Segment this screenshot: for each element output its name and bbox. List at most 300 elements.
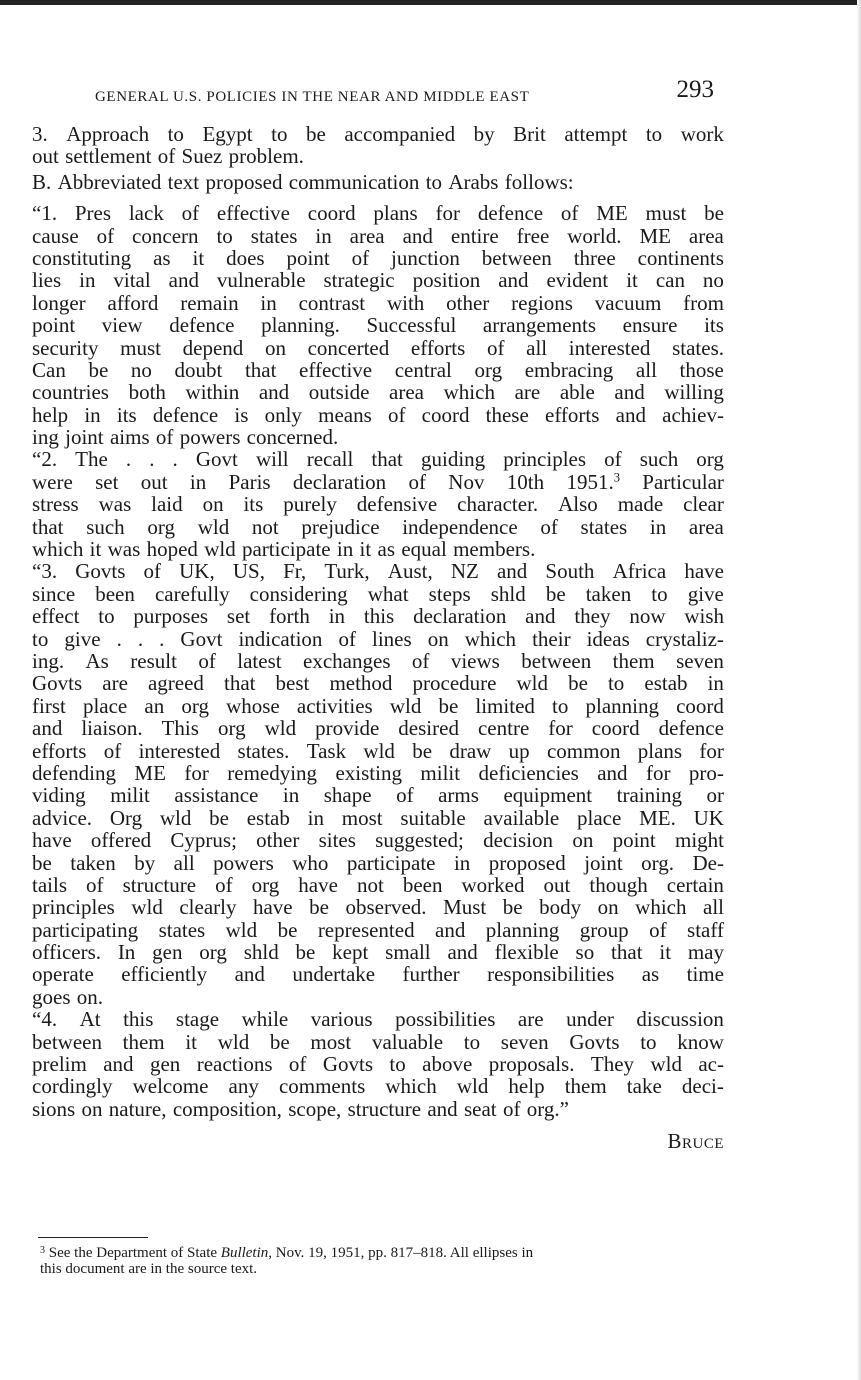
footnote xyxy=(40,1242,724,1278)
word: ME xyxy=(596,201,628,226)
text-line xyxy=(32,538,724,560)
word: views xyxy=(450,648,500,673)
word: within xyxy=(185,380,240,405)
word: training xyxy=(616,783,682,808)
word: agreed xyxy=(147,671,204,696)
signature-line xyxy=(32,1130,724,1152)
word: on xyxy=(264,335,286,360)
paragraph xyxy=(32,171,724,193)
word: 10th xyxy=(506,469,545,494)
word: that xyxy=(32,514,64,539)
word: its xyxy=(243,492,264,517)
word: Org xyxy=(109,805,143,830)
word: which xyxy=(635,895,687,920)
signature: Bruce xyxy=(667,1129,724,1154)
word: be xyxy=(412,738,433,763)
word: be xyxy=(568,671,588,696)
word: proposed xyxy=(488,850,566,875)
word: effective xyxy=(216,201,290,226)
page-edge-shadow xyxy=(857,0,861,1380)
word: strategic xyxy=(323,268,395,293)
word: in xyxy=(336,537,354,562)
word: point xyxy=(612,828,656,853)
word: wld xyxy=(456,1074,489,1099)
word: such xyxy=(639,447,679,472)
text-line xyxy=(32,1031,724,1053)
text-line xyxy=(32,650,724,672)
word: all xyxy=(635,357,657,382)
word: continents xyxy=(637,245,724,270)
word: org xyxy=(147,514,175,539)
word: undertake xyxy=(292,962,376,987)
word: in xyxy=(649,514,667,539)
word: are xyxy=(102,671,128,696)
word: structure xyxy=(347,1096,422,1121)
word: wld xyxy=(217,1029,250,1054)
word: of xyxy=(338,626,356,651)
word: place xyxy=(82,693,128,718)
word: activities xyxy=(296,693,373,718)
word: Govt xyxy=(195,447,238,472)
word: can xyxy=(655,268,685,293)
word: place xyxy=(577,805,622,830)
word: not xyxy=(356,872,384,897)
word: ME xyxy=(134,760,166,785)
word: viding xyxy=(32,783,86,808)
word: doubt xyxy=(174,357,223,382)
word: ME xyxy=(639,223,671,248)
word: Govt xyxy=(180,626,223,651)
word: all xyxy=(173,850,195,875)
word: cordingly xyxy=(32,1074,113,1099)
word: joint xyxy=(65,425,104,450)
word: be xyxy=(277,917,298,942)
word: what xyxy=(367,581,409,606)
word: them xyxy=(612,648,655,673)
word: up xyxy=(508,738,530,763)
word: able xyxy=(559,380,595,405)
word: to xyxy=(640,1029,657,1054)
text-line xyxy=(32,874,724,896)
word: aims xyxy=(109,425,150,450)
word: Turk, xyxy=(324,559,370,584)
word: of xyxy=(157,144,176,169)
word: body xyxy=(539,895,582,920)
word: gen xyxy=(152,940,183,965)
word: other xyxy=(256,828,300,853)
word: operate xyxy=(32,962,94,987)
word: concern xyxy=(132,223,199,248)
word: declaration xyxy=(413,604,507,629)
word: in xyxy=(79,268,96,293)
word: wld xyxy=(264,716,297,741)
word: Arabs xyxy=(448,169,499,194)
word: observed. xyxy=(345,895,427,920)
word: stage xyxy=(175,1007,220,1032)
word: its xyxy=(116,402,137,427)
word: Task xyxy=(306,738,347,763)
word: to xyxy=(552,693,569,718)
word: taken xyxy=(585,581,632,606)
word: reactions xyxy=(196,1052,273,1077)
word: not xyxy=(251,514,279,539)
word: them xyxy=(122,1029,165,1054)
word: steps xyxy=(428,581,471,606)
word: any xyxy=(228,1074,259,1099)
word: 3. xyxy=(32,122,48,146)
word: centre xyxy=(477,716,530,741)
text-line xyxy=(32,583,724,605)
word: between xyxy=(521,648,592,673)
text-line xyxy=(32,963,724,985)
word: vital xyxy=(113,268,151,293)
word: settlement xyxy=(65,144,152,169)
text-line xyxy=(32,471,724,493)
text-line xyxy=(32,292,724,314)
word: small xyxy=(385,940,431,965)
word: wld xyxy=(131,895,163,920)
word: decision xyxy=(483,828,554,853)
word: from xyxy=(683,290,724,315)
footnote-second-line: this document are in the source text. xyxy=(40,1261,258,1277)
word: prelim xyxy=(32,1052,87,1077)
text-line xyxy=(32,171,724,193)
word: and xyxy=(435,917,466,942)
word: of xyxy=(155,425,174,450)
word: Govts xyxy=(75,559,126,584)
word: Egypt xyxy=(202,122,253,146)
word: area xyxy=(389,380,425,405)
word: of xyxy=(387,402,406,427)
word: De- xyxy=(692,850,724,875)
word: text xyxy=(167,169,200,194)
word: valuable xyxy=(371,1029,444,1054)
paragraph xyxy=(32,560,724,1008)
text-line xyxy=(32,493,724,515)
word: that xyxy=(371,447,403,472)
word: with xyxy=(386,290,425,315)
page-number: 293 xyxy=(676,76,714,103)
word: is xyxy=(234,402,249,427)
word: both xyxy=(128,380,166,405)
word: joint xyxy=(584,850,623,875)
word: between xyxy=(481,245,552,270)
word: ensure xyxy=(622,313,678,338)
word: This xyxy=(161,716,199,741)
word: possibilities xyxy=(395,1007,496,1032)
word: offered xyxy=(90,828,152,853)
word: as xyxy=(153,245,171,270)
paragraph xyxy=(32,202,724,448)
word: declaration xyxy=(292,469,387,494)
word: discussion xyxy=(636,1007,724,1032)
word: officers. xyxy=(32,940,101,965)
word: participate xyxy=(346,850,436,875)
word: remedying xyxy=(227,760,318,785)
word: equal xyxy=(401,537,447,562)
word: purposes xyxy=(133,604,209,629)
word: estab xyxy=(246,805,290,830)
word: flexible xyxy=(494,940,559,965)
footnote-lead xyxy=(40,1242,533,1260)
word: indication xyxy=(238,626,323,651)
word: all xyxy=(526,335,548,360)
word: that xyxy=(611,940,643,965)
word: and xyxy=(103,1052,134,1077)
word: Successful xyxy=(366,313,457,338)
word: Govts xyxy=(569,1029,620,1054)
word: out xyxy=(543,872,571,897)
word: defence xyxy=(169,313,235,338)
word: of xyxy=(560,201,579,226)
word: Africa xyxy=(612,559,667,584)
word: be xyxy=(306,122,326,146)
word: area xyxy=(688,514,724,539)
word: may xyxy=(687,940,724,965)
word: planning xyxy=(585,693,659,718)
word: this xyxy=(123,1007,154,1032)
word: on xyxy=(427,626,449,651)
word: B. xyxy=(32,169,52,194)
word: of xyxy=(351,245,370,270)
word: an xyxy=(144,693,165,718)
word: deci- xyxy=(681,1074,724,1099)
word: ideas xyxy=(586,626,630,651)
word: must xyxy=(645,201,687,226)
word: it xyxy=(185,1029,198,1054)
word: character. xyxy=(457,492,539,517)
word: have xyxy=(32,828,72,853)
footnote-line-text xyxy=(40,1242,724,1260)
running-head: GENERAL U.S. POLICIES IN THE NEAR AND MIDDLE EAST xyxy=(95,89,530,105)
word: evident xyxy=(546,268,609,293)
word: structure xyxy=(122,872,197,897)
word: Pres xyxy=(74,201,112,226)
document-body xyxy=(32,123,724,1153)
word: Can xyxy=(32,357,66,382)
word: first xyxy=(32,693,66,718)
word: goes xyxy=(32,984,71,1009)
word: Govts xyxy=(32,671,83,696)
word: and xyxy=(427,1096,458,1121)
word: central xyxy=(394,357,452,382)
word: powers xyxy=(179,425,241,450)
text-line xyxy=(32,1008,724,1030)
word: considering xyxy=(249,581,348,606)
word: most xyxy=(341,805,383,830)
text-line xyxy=(32,516,724,538)
word: achiev- xyxy=(662,402,724,427)
word: which xyxy=(32,537,84,562)
word: org xyxy=(251,872,280,897)
word: wld xyxy=(204,537,236,562)
word: org xyxy=(696,447,724,472)
word: wish xyxy=(684,604,724,629)
word: Brit xyxy=(513,122,546,146)
word: Aust, xyxy=(387,559,433,584)
word: seven xyxy=(500,1029,549,1054)
word: milit xyxy=(420,760,461,785)
word: it xyxy=(89,537,102,562)
word: embracing xyxy=(524,357,614,382)
word: of xyxy=(649,917,667,942)
word: does xyxy=(226,245,265,270)
word: . xyxy=(159,626,165,651)
word: Govts xyxy=(322,1052,373,1077)
word: defence xyxy=(658,716,724,741)
word: sions xyxy=(32,1096,76,1121)
word: ing. xyxy=(32,648,65,673)
word: under xyxy=(566,1007,614,1032)
text-line xyxy=(32,740,724,762)
word: responsibilities xyxy=(487,962,615,987)
word: set xyxy=(226,604,251,629)
word: “1. xyxy=(32,201,58,226)
word: forth xyxy=(269,604,310,629)
word: be xyxy=(269,1029,290,1054)
word: effect xyxy=(32,604,80,629)
word: certain xyxy=(666,872,724,897)
word: to xyxy=(389,1052,406,1077)
word: org xyxy=(199,940,227,965)
word: seven xyxy=(676,648,724,673)
word: various xyxy=(310,1007,373,1032)
word: in xyxy=(260,290,277,315)
word: problem. xyxy=(228,144,304,169)
text-line xyxy=(32,628,724,650)
word: ing xyxy=(32,425,59,450)
word: seat xyxy=(463,1096,497,1121)
word: which xyxy=(443,380,495,405)
text-line xyxy=(32,381,724,403)
text-line xyxy=(32,202,724,224)
word: The xyxy=(75,447,108,472)
word: participating xyxy=(32,917,139,942)
word: . xyxy=(137,626,144,651)
word: represented xyxy=(317,917,415,942)
word: shld xyxy=(490,581,526,606)
text-line xyxy=(32,941,724,963)
word: as xyxy=(377,537,396,562)
word: states xyxy=(250,223,298,248)
word: for xyxy=(184,760,209,785)
word: shld xyxy=(243,940,279,965)
word: efforts xyxy=(545,402,600,427)
word: Also xyxy=(558,492,598,517)
word: vulnerable xyxy=(216,268,306,293)
text-line xyxy=(32,784,724,806)
word: take xyxy=(626,1074,662,1099)
word: . xyxy=(172,447,178,472)
word: was xyxy=(98,492,132,517)
word: contrast xyxy=(298,290,366,315)
word: junction xyxy=(391,245,460,270)
word: arrangements xyxy=(482,313,597,338)
word: of xyxy=(288,1052,307,1077)
word: to xyxy=(216,223,233,248)
word: crystaliz- xyxy=(645,626,724,651)
word: them xyxy=(564,1074,607,1099)
word: staff xyxy=(687,917,724,942)
word: available xyxy=(483,805,560,830)
top-border-rule xyxy=(0,0,861,5)
word: common xyxy=(546,738,621,763)
word: coord xyxy=(676,693,724,718)
word: of xyxy=(103,738,122,763)
word: give xyxy=(64,626,101,651)
word: by xyxy=(473,122,495,146)
word: accompanied xyxy=(344,122,456,146)
word: defence xyxy=(477,201,544,226)
text-line xyxy=(32,919,724,941)
word: of xyxy=(96,223,115,248)
word: of xyxy=(411,648,430,673)
word: to xyxy=(425,169,443,194)
word: proposed xyxy=(205,169,283,194)
word: point xyxy=(286,245,330,270)
word: willing xyxy=(664,380,724,405)
word: hoped xyxy=(146,537,198,562)
word: longer xyxy=(32,290,86,315)
word: Approach xyxy=(66,122,150,146)
word: in xyxy=(282,783,300,808)
text-line xyxy=(32,896,724,918)
paragraph xyxy=(32,123,724,168)
word: be xyxy=(502,895,523,920)
text-line xyxy=(32,448,724,470)
text-line xyxy=(32,314,724,336)
word: on xyxy=(572,828,594,853)
word: As xyxy=(85,648,109,673)
word: planning xyxy=(485,917,560,942)
word: in xyxy=(315,223,332,248)
word: be xyxy=(88,357,109,382)
text-line xyxy=(32,717,724,739)
word: and xyxy=(447,940,478,965)
word: those xyxy=(679,357,724,382)
word: on xyxy=(597,895,619,920)
word: they xyxy=(574,604,611,629)
word: and xyxy=(402,223,433,248)
word: that xyxy=(223,671,256,696)
word: afford xyxy=(107,290,159,315)
word: be xyxy=(545,581,566,606)
word: latest xyxy=(237,648,282,673)
word: South xyxy=(545,559,595,584)
word: made xyxy=(617,492,664,517)
word: give xyxy=(687,581,724,606)
word: security xyxy=(32,335,99,360)
text-line xyxy=(32,986,724,1008)
word: “4. xyxy=(32,1007,58,1032)
word: it xyxy=(659,940,672,965)
word: members. xyxy=(453,537,536,562)
paragraph xyxy=(32,1008,724,1120)
page-header xyxy=(95,76,720,110)
word: and xyxy=(525,604,556,629)
word: of xyxy=(408,469,426,494)
word: efforts xyxy=(32,738,87,763)
word: and xyxy=(597,760,628,785)
word: other xyxy=(446,290,490,315)
word: prejudice xyxy=(301,514,380,539)
word: org xyxy=(181,693,209,718)
word: carefully xyxy=(154,581,230,606)
word: point xyxy=(32,313,76,338)
footnote-line xyxy=(40,1260,724,1278)
word: set xyxy=(95,469,119,494)
text-line xyxy=(32,560,724,582)
